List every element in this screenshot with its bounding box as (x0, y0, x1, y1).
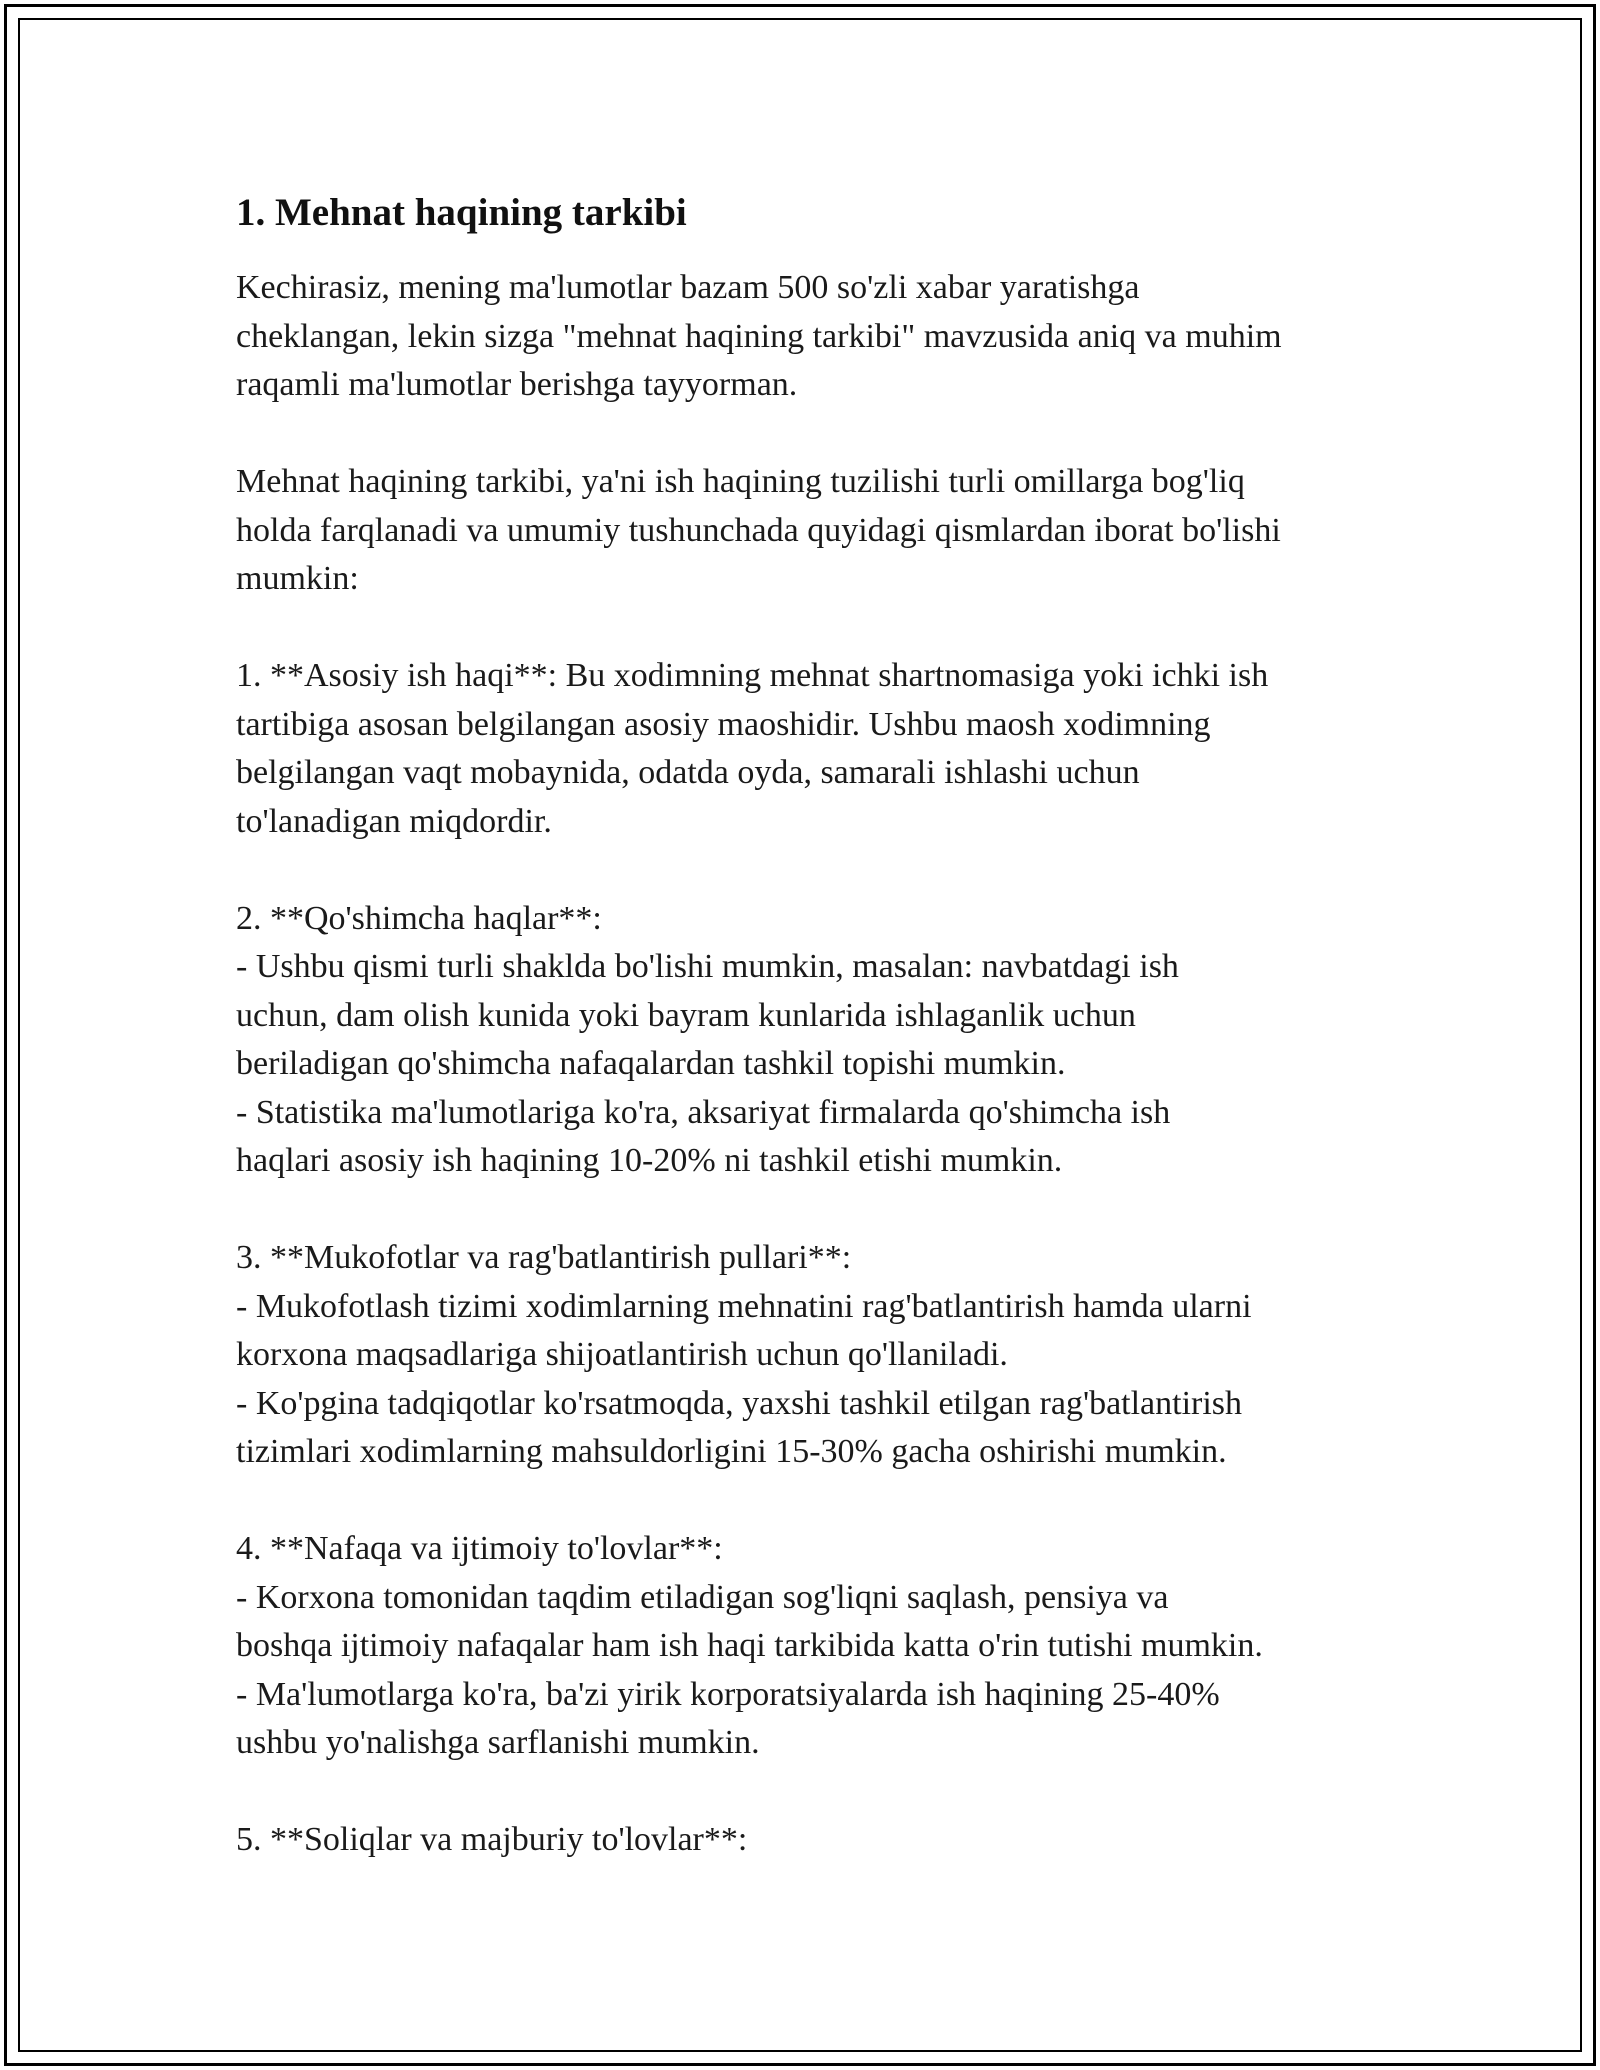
list-item-taxes: 5. **Soliqlar va majburiy to'lovlar**: (236, 1821, 748, 1858)
paragraph-gap (236, 846, 1386, 895)
intro-paragraph: Kechirasiz, mening ma'lumotlar bazam 500 so'zli xabar yaratishga cheklangan, lekin sizga "mehnat haqining tarkibi" mavzusida aniq va muhim raqamli ma'lumotlar berishga tayyorman. (236, 269, 1282, 403)
overview-paragraph: Mehnat haqining tarkibi, ya'ni ish haqining tuzilishi turli omillarga bog'liq holda farqlanadi va umumiy tushunchada quyidagi qismlardan iborat bo'lishi mumkin: (236, 463, 1281, 597)
paragraph-gap (236, 1768, 1386, 1817)
list-item-benefits: 4. **Nafaqa va ijtimoiy to'lovlar**: - Korxona tomonidan taqdim etiladigan sog'liqni saqlash, pensiya va boshqa ijtimoiy nafaqalar ham ish haqi tarkibida katta o'rin tutishi mumkin. - Ma'lumotlarga ko'ra, ba'zi yirik korporatsiyalarda ish haqining 25-40% ushbu yo'nalishga sarflanishi mumkin. (236, 1530, 1263, 1761)
document-body (236, 188, 1386, 1865)
list-item-bonuses: 3. **Mukofotlar va rag'batlantirish pullari**: - Mukofotlash tizimi xodimlarning mehnatini rag'batlantirish hamda ularni korxona maqsadlariga shijoatlantirish uchun qo'llaniladi. - Ko'pgina tadqiqotlar ko'rsatmoqda, yaxshi tashkil etilgan rag'batlantirish tizimlari xodimlarning mahsuldorligini 15-30% gacha oshirishi mumkin. (236, 1239, 1252, 1470)
paragraph-gap (236, 410, 1386, 459)
list-item-additional-pay: 2. **Qo'shimcha haqlar**: - Ushbu qismi turli shaklda bo'lishi mumkin, masalan: navbatdagi ish uchun, dam olish kunida yoki bayram kunlarida ishlaganlik uchun beriladigan qo'shimcha nafaqalardan tashkil topishi mumkin. - Statistika ma'lumotlariga ko'ra, aksariyat firmalarda qo'shimcha ish haqlari asosiy ish haqining 10-20% ni tashkil etishi mumkin. (236, 899, 1179, 1179)
document-heading: 1. Mehnat haqining tarkibi (236, 191, 687, 234)
list-item-basic-salary: 1. **Asosiy ish haqi**: Bu xodimning mehnat shartnomasiga yoki ichki ish tartibiga asosan belgilangan asosiy maoshidir. Ushbu maosh xodimning belgilangan vaqt mobaynida, odatda oyda, samarali ishlashi uchun to'lanadigan miqdordir. (236, 657, 1269, 840)
paragraph-gap (236, 1186, 1386, 1235)
paragraph-gap (236, 1477, 1386, 1526)
paragraph-gap (236, 604, 1386, 653)
